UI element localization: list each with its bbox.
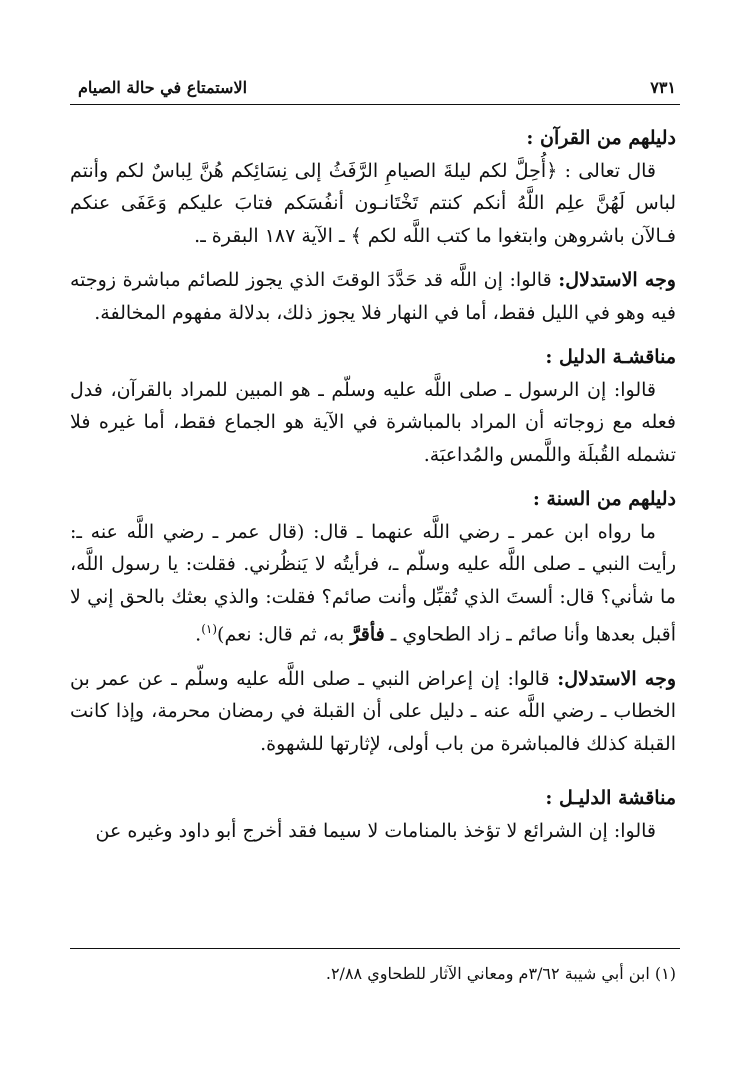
discussion-1-paragraph: قالوا: إن الرسول ـ صلى اللَّه عليه وسلّم ـ هو المبين للمراد بالقرآن، فدل فعله مع زوجاته أن المراد بالمباشرة في الآية هو الجماع فقط، أما غيره فلا تشمله القُبلَة واللَّمس والمُداعبَة. (70, 378, 676, 466)
section-heading-quran: دليلهم من القرآن : (526, 127, 676, 149)
sunnah-reasoning-paragraph (70, 663, 676, 761)
hadith-text: ما رواه ابن عمر ـ رضي اللَّه عنهما ـ قال: (قال عمر ـ رضي اللَّه عنه ـ: رأيت النبي ـ صلى اللَّه عليه وسلّم ـ، فرأيتُه لا يَنظُرني. فقلت: يا رسول اللَّه، ما شأني؟ قال: ألستَ الذي تُقبِّل وأنت صائم؟ فقلت: والذي بعثك بالحق إني لا أقبل بعدها وأنا صائم ـ زاد الطحاوي ـ (70, 520, 676, 646)
discussion-2-paragraph: قالوا: إن الشرائع لا تؤخذ بالمنامات لا سيما فقد أخرج أبو داود وغيره عن (95, 819, 656, 842)
hadith-text-continued: به، ثم قال: نعم) (217, 623, 351, 646)
page-header (78, 70, 676, 100)
hadith-emphasis: فأقرَّ (350, 623, 385, 646)
footnote-divider (70, 948, 680, 949)
footnote-marker: (١) (654, 964, 676, 983)
footnote (70, 962, 676, 986)
page-body (70, 122, 676, 847)
footnote-text: ابن أبي شيبة ٣/٦٢م ومعاني الآثار للطحاوي ٢/٨٨. (325, 964, 655, 983)
reasoning-label: وجه الاستدلال: (558, 269, 676, 291)
reasoning-text: قالوا: إن إعراض النبي ـ صلى اللَّه عليه وسلّم ـ عن عمر بن الخطاب ـ رضي اللَّه عنه ـ دليل على أن القبلة في رمضان محرمة، وإذا كانت القبلة كذلك فالمباشرة من باب أولى، لإثارتها للشهوة. (70, 667, 676, 755)
quran-verse-paragraph: قال تعالى : ﴿أُحِلَّ لكم ليلةَ الصيامِ الرَّفَثُ إلى نِسَائِكم هُنَّ لِباسٌ لكم وأنتم لباس لَهُنَّ علِم اللَّهُ أنكم كنتم تَخْتَانـون أنفُسَكم فتابَ عليكم وَعَفَى عنكم فـالآن باشروهن وابتغوا ما كتب اللَّه لكم ﴾ ـ الآية ١٨٧ البقرة ـ. (70, 159, 676, 247)
section-heading-sunnah: دليلهم من السنة : (532, 488, 676, 510)
hadith-text-end: . (195, 623, 202, 646)
hadith-paragraph (70, 516, 676, 651)
reasoning-label: وجه الاستدلال: (557, 667, 676, 690)
quran-reasoning-paragraph (70, 264, 676, 329)
header-divider (70, 104, 680, 105)
reasoning-text: قالوا: إن اللَّه قد حَدَّدَ الوقتَ الذي يجوز للصائم مباشرة زوجته فيه وهو في الليل فقط، أما في النهار فلا يجوز ذلك، بدلالة مفهوم المخالفة. (70, 269, 676, 324)
section-heading-discussion-2: مناقشة الدليـل : (545, 787, 676, 810)
section-heading-discussion-1: مناقشـة الدليل : (545, 346, 676, 368)
footnote-reference[interactable]: (١) (201, 622, 218, 636)
page-number: ٧٣١ (650, 78, 676, 97)
running-title: الاستمتاع في حالة الصيام (78, 78, 248, 97)
